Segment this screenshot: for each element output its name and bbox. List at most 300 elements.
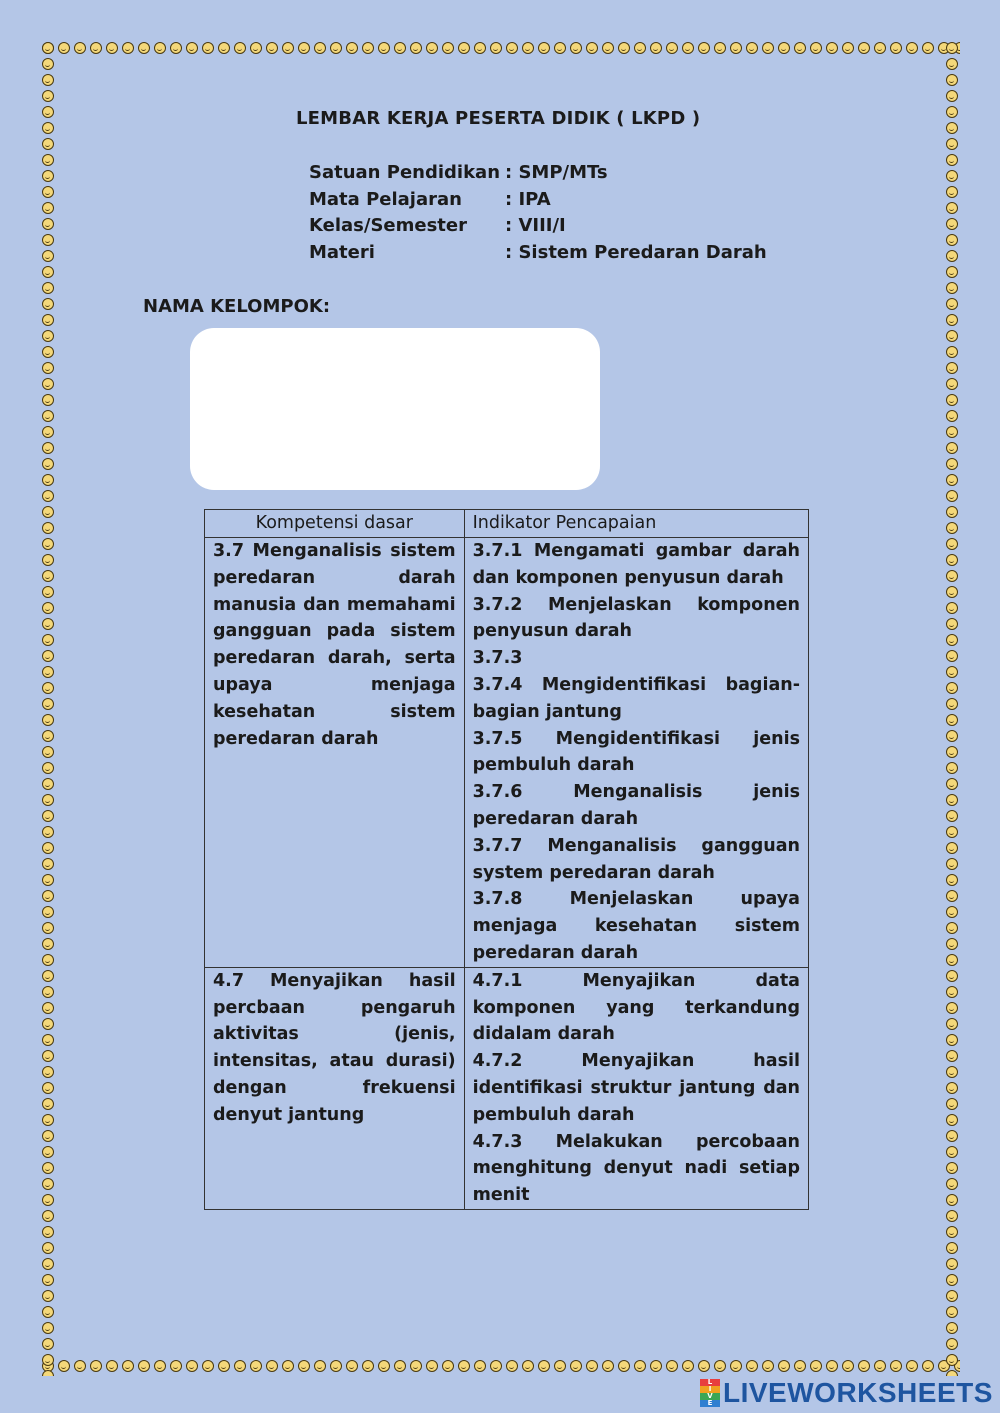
smiley-icon	[410, 42, 422, 54]
smiley-icon	[90, 1360, 102, 1372]
smiley-icon	[42, 522, 54, 534]
indicator-item: 4.7.2 Menyajikan hasil identifikasi struktur jantung dan pembuluh darah	[472, 1051, 800, 1125]
smiley-icon	[554, 1360, 566, 1372]
smiley-icon	[946, 938, 958, 950]
smiley-icon	[946, 298, 958, 310]
smiley-icon	[946, 186, 958, 198]
smiley-icon	[666, 42, 678, 54]
smiley-icon	[218, 1360, 230, 1372]
smiley-icon	[42, 938, 54, 950]
smiley-icon	[946, 106, 958, 118]
smiley-icon	[602, 42, 614, 54]
smiley-icon	[618, 1360, 630, 1372]
decorative-border-top	[40, 40, 960, 56]
smiley-icon	[946, 570, 958, 582]
smiley-icon	[42, 730, 54, 742]
smiley-icon	[42, 986, 54, 998]
smiley-icon	[522, 42, 534, 54]
smiley-icon	[946, 1018, 958, 1030]
smiley-icon	[314, 1360, 326, 1372]
smiley-icon	[42, 698, 54, 710]
smiley-icon	[698, 1360, 710, 1372]
smiley-icon	[42, 874, 54, 886]
smiley-icon	[42, 618, 54, 630]
smiley-icon	[858, 42, 870, 54]
smiley-icon	[362, 42, 374, 54]
smiley-icon	[42, 858, 54, 870]
smiley-icon	[330, 42, 342, 54]
smiley-icon	[42, 1322, 54, 1334]
kd-cell: 4.7 Menyajikan hasil percbaan pengaruh aktivitas (jenis, intensitas, atau durasi) dengan frekuensi denyut jantung	[205, 967, 465, 1209]
smiley-icon	[946, 170, 958, 182]
smiley-icon	[410, 1360, 422, 1372]
smiley-icon	[170, 1360, 182, 1372]
smiley-icon	[426, 42, 438, 54]
smiley-icon	[842, 1360, 854, 1372]
smiley-icon	[442, 1360, 454, 1372]
smiley-icon	[42, 1178, 54, 1190]
smiley-icon	[42, 970, 54, 982]
smiley-icon	[474, 42, 486, 54]
smiley-icon	[946, 474, 958, 486]
smiley-icon	[42, 842, 54, 854]
smiley-icon	[538, 42, 550, 54]
smiley-icon	[394, 1360, 406, 1372]
meta-row	[309, 160, 767, 187]
smiley-icon	[946, 778, 958, 790]
smiley-icon	[946, 522, 958, 534]
smiley-icon	[42, 58, 54, 70]
smiley-icon	[138, 42, 150, 54]
smiley-icon	[946, 1274, 958, 1286]
meta-value: : SMP/MTs	[505, 162, 608, 183]
smiley-icon	[202, 42, 214, 54]
smiley-icon	[946, 1066, 958, 1078]
smiley-icon	[586, 1360, 598, 1372]
smiley-icon	[730, 1360, 742, 1372]
smiley-icon	[298, 42, 310, 54]
table-row	[205, 538, 809, 968]
meta-value: : Sistem Peredaran Darah	[505, 242, 767, 264]
meta-label: Kelas/Semester	[309, 215, 467, 237]
smiley-icon	[906, 42, 918, 54]
smiley-icon	[682, 42, 694, 54]
smiley-icon	[946, 986, 958, 998]
smiley-icon	[42, 1370, 54, 1376]
smiley-icon	[42, 1114, 54, 1126]
smiley-icon	[42, 106, 54, 118]
smiley-icon	[906, 1360, 918, 1372]
smiley-icon	[362, 1360, 374, 1372]
smiley-icon	[266, 42, 278, 54]
smiley-icon	[810, 1360, 822, 1372]
smiley-icon	[946, 1194, 958, 1206]
smiley-icon	[946, 842, 958, 854]
meta-row	[309, 213, 767, 240]
indicator-cell	[464, 538, 808, 968]
smiley-icon	[42, 554, 54, 566]
smiley-icon	[842, 42, 854, 54]
smiley-icon	[946, 234, 958, 246]
smiley-icon	[946, 698, 958, 710]
smiley-icon	[42, 586, 54, 598]
meta-value: : VIII/I	[505, 215, 566, 237]
smiley-icon	[42, 186, 54, 198]
smiley-icon	[90, 42, 102, 54]
smiley-icon	[266, 1360, 278, 1372]
smiley-icon	[490, 42, 502, 54]
smiley-icon	[946, 1130, 958, 1142]
badge-letter: V	[700, 1393, 720, 1400]
smiley-icon	[946, 970, 958, 982]
smiley-icon	[330, 1360, 342, 1372]
smiley-icon	[634, 1360, 646, 1372]
smiley-icon	[826, 1360, 838, 1372]
smiley-icon	[42, 282, 54, 294]
smiley-icon	[42, 506, 54, 518]
meta-label: Mata Pelajaran	[309, 188, 462, 210]
smiley-icon	[42, 1146, 54, 1158]
smiley-icon	[42, 42, 54, 54]
smiley-icon	[946, 1226, 958, 1238]
smiley-icon	[42, 1210, 54, 1222]
smiley-icon	[946, 794, 958, 806]
smiley-icon	[946, 1258, 958, 1270]
smiley-icon	[946, 410, 958, 422]
smiley-icon	[138, 1360, 150, 1372]
smiley-icon	[58, 42, 70, 54]
smiley-icon	[42, 442, 54, 454]
smiley-icon	[946, 90, 958, 102]
smiley-icon	[946, 314, 958, 326]
smiley-icon	[522, 1360, 534, 1372]
smiley-icon	[314, 42, 326, 54]
smiley-icon	[42, 362, 54, 374]
smiley-icon	[42, 426, 54, 438]
smiley-icon	[474, 1360, 486, 1372]
smiley-icon	[778, 1360, 790, 1372]
smiley-icon	[42, 1306, 54, 1318]
smiley-icon	[946, 762, 958, 774]
smiley-icon	[946, 154, 958, 166]
smiley-icon	[42, 954, 54, 966]
smiley-icon	[946, 746, 958, 758]
smiley-icon	[946, 250, 958, 262]
liveworksheets-logo[interactable]	[700, 1378, 993, 1408]
smiley-icon	[42, 1354, 54, 1366]
smiley-icon	[946, 1162, 958, 1174]
badge-letter: E	[700, 1400, 720, 1407]
smiley-icon	[42, 170, 54, 182]
smiley-icon	[490, 1360, 502, 1372]
smiley-icon	[570, 42, 582, 54]
live-badge-icon	[700, 1379, 720, 1407]
smiley-icon	[946, 346, 958, 358]
smiley-icon	[946, 394, 958, 406]
smiley-icon	[946, 1354, 958, 1366]
badge-letter: L	[700, 1379, 720, 1386]
smiley-icon	[458, 42, 470, 54]
smiley-icon	[634, 42, 646, 54]
smiley-icon	[122, 42, 134, 54]
smiley-icon	[442, 42, 454, 54]
smiley-icon	[874, 1360, 886, 1372]
smiley-icon	[250, 1360, 262, 1372]
smiley-icon	[946, 1050, 958, 1062]
page-title: LEMBAR KERJA PESERTA DIDIK ( LKPD )	[296, 108, 701, 129]
smiley-icon	[122, 1360, 134, 1372]
smiley-icon	[42, 250, 54, 262]
smiley-icon	[42, 202, 54, 214]
smiley-icon	[42, 666, 54, 678]
smiley-icon	[946, 202, 958, 214]
smiley-icon	[42, 634, 54, 646]
smiley-icon	[946, 634, 958, 646]
indicator-item: 3.7.7 Menganalisis gangguan system peredaran darah	[472, 835, 800, 883]
smiley-icon	[42, 602, 54, 614]
smiley-icon	[42, 1290, 54, 1302]
smiley-icon	[154, 42, 166, 54]
smiley-icon	[946, 954, 958, 966]
smiley-icon	[946, 1290, 958, 1302]
smiley-icon	[42, 298, 54, 310]
smiley-icon	[298, 1360, 310, 1372]
group-name-input[interactable]	[190, 328, 600, 490]
smiley-icon	[794, 1360, 806, 1372]
smiley-icon	[946, 858, 958, 870]
smiley-icon	[946, 666, 958, 678]
smiley-icon	[42, 778, 54, 790]
smiley-icon	[42, 762, 54, 774]
smiley-icon	[506, 42, 518, 54]
smiley-icon	[170, 42, 182, 54]
smiley-icon	[946, 618, 958, 630]
indicator-item: 3.7.3	[472, 648, 523, 669]
smiley-icon	[946, 442, 958, 454]
table-header-row	[205, 510, 809, 538]
smiley-icon	[890, 42, 902, 54]
smiley-icon	[946, 1370, 958, 1376]
smiley-icon	[106, 1360, 118, 1372]
smiley-icon	[554, 42, 566, 54]
smiley-icon	[42, 1098, 54, 1110]
smiley-icon	[282, 42, 294, 54]
smiley-icon	[874, 42, 886, 54]
smiley-icon	[42, 458, 54, 470]
meta-info	[309, 160, 767, 267]
smiley-icon	[778, 42, 790, 54]
smiley-icon	[202, 1360, 214, 1372]
smiley-icon	[714, 42, 726, 54]
smiley-icon	[746, 1360, 758, 1372]
smiley-icon	[186, 1360, 198, 1372]
indicator-item: 3.7.5 Mengidentifikasi jenis pembuluh darah	[472, 728, 800, 776]
smiley-icon	[946, 1322, 958, 1334]
competency-table	[204, 509, 809, 1210]
smiley-icon	[106, 42, 118, 54]
smiley-icon	[42, 234, 54, 246]
smiley-icon	[946, 1034, 958, 1046]
smiley-icon	[346, 42, 358, 54]
smiley-icon	[250, 42, 262, 54]
smiley-icon	[922, 1360, 934, 1372]
smiley-icon	[946, 538, 958, 550]
smiley-icon	[570, 1360, 582, 1372]
smiley-icon	[378, 1360, 390, 1372]
smiley-icon	[42, 826, 54, 838]
smiley-icon	[42, 1242, 54, 1254]
smiley-icon	[42, 410, 54, 422]
smiley-icon	[42, 154, 54, 166]
smiley-icon	[42, 394, 54, 406]
smiley-icon	[946, 922, 958, 934]
smiley-icon	[946, 602, 958, 614]
smiley-icon	[946, 426, 958, 438]
indicator-item: 3.7.4 Mengidentifikasi bagian-bagian jantung	[472, 674, 800, 722]
smiley-icon	[42, 266, 54, 278]
smiley-icon	[946, 58, 958, 70]
smiley-icon	[42, 138, 54, 150]
smiley-icon	[74, 42, 86, 54]
smiley-icon	[218, 42, 230, 54]
smiley-icon	[946, 378, 958, 390]
smiley-icon	[42, 314, 54, 326]
smiley-icon	[946, 218, 958, 230]
smiley-icon	[74, 1360, 86, 1372]
smiley-icon	[42, 890, 54, 902]
smiley-icon	[378, 42, 390, 54]
smiley-icon	[762, 1360, 774, 1372]
smiley-icon	[946, 122, 958, 134]
smiley-icon	[42, 922, 54, 934]
smiley-icon	[506, 1360, 518, 1372]
meta-label: Satuan Pendidikan	[309, 162, 501, 183]
group-name-label: NAMA KELOMPOK:	[143, 296, 331, 317]
indicator-item: 3.7.2 Menjelaskan komponen penyusun darah	[472, 594, 800, 642]
smiley-icon	[946, 874, 958, 886]
meta-row	[309, 240, 767, 267]
smiley-icon	[234, 1360, 246, 1372]
smiley-icon	[946, 1082, 958, 1094]
smiley-icon	[946, 1098, 958, 1110]
smiley-icon	[42, 490, 54, 502]
smiley-icon	[946, 1178, 958, 1190]
indicator-item: 3.7.6 Menganalisis jenis peredaran darah	[472, 782, 800, 829]
smiley-icon	[946, 282, 958, 294]
meta-label: Materi	[309, 242, 375, 264]
smiley-icon	[826, 42, 838, 54]
indicator-item: 3.7.1 Mengamati gambar darah dan komponen penyusun darah	[472, 541, 800, 588]
smiley-icon	[946, 1002, 958, 1014]
smiley-icon	[946, 906, 958, 918]
smiley-icon	[946, 74, 958, 86]
smiley-icon	[946, 458, 958, 470]
smiley-icon	[698, 42, 710, 54]
smiley-icon	[234, 42, 246, 54]
smiley-icon	[42, 746, 54, 758]
smiley-icon	[602, 1360, 614, 1372]
smiley-icon	[946, 266, 958, 278]
smiley-icon	[946, 586, 958, 598]
smiley-icon	[58, 1360, 70, 1372]
indicator-item: 4.7.3 Melakukan percobaan menghitung denyut nadi setiap menit	[472, 1131, 800, 1206]
badge-letter: I	[700, 1386, 720, 1393]
smiley-icon	[42, 330, 54, 342]
smiley-icon	[946, 1210, 958, 1222]
smiley-icon	[42, 1338, 54, 1350]
kd-cell: 3.7 Menganalisis sistem peredaran darah manusia dan memahami gangguan pada sistem peredaran darah, serta upaya menjaga kesehatan sistem peredaran darah	[205, 538, 465, 968]
smiley-icon	[650, 42, 662, 54]
smiley-icon	[42, 538, 54, 550]
smiley-icon	[42, 650, 54, 662]
smiley-icon	[946, 554, 958, 566]
smiley-icon	[42, 1018, 54, 1030]
smiley-icon	[762, 42, 774, 54]
smiley-icon	[586, 42, 598, 54]
smiley-icon	[42, 1274, 54, 1286]
smiley-icon	[946, 490, 958, 502]
smiley-icon	[42, 218, 54, 230]
smiley-icon	[42, 122, 54, 134]
smiley-icon	[282, 1360, 294, 1372]
smiley-icon	[946, 650, 958, 662]
smiley-icon	[946, 506, 958, 518]
smiley-icon	[154, 1360, 166, 1372]
smiley-icon	[682, 1360, 694, 1372]
decorative-border-right	[944, 40, 960, 1376]
smiley-icon	[946, 714, 958, 726]
smiley-icon	[42, 1194, 54, 1206]
smiley-icon	[890, 1360, 902, 1372]
meta-value: : IPA	[505, 188, 551, 210]
smiley-icon	[42, 474, 54, 486]
smiley-icon	[946, 890, 958, 902]
smiley-icon	[946, 1242, 958, 1254]
smiley-icon	[946, 138, 958, 150]
smiley-icon	[42, 810, 54, 822]
smiley-icon	[42, 74, 54, 86]
smiley-icon	[42, 714, 54, 726]
smiley-icon	[42, 1050, 54, 1062]
smiley-icon	[946, 362, 958, 374]
smiley-icon	[946, 1306, 958, 1318]
smiley-icon	[186, 42, 198, 54]
smiley-icon	[42, 1002, 54, 1014]
smiley-icon	[458, 1360, 470, 1372]
smiley-icon	[42, 346, 54, 358]
smiley-icon	[714, 1360, 726, 1372]
smiley-icon	[946, 330, 958, 342]
smiley-icon	[650, 1360, 662, 1372]
column-header-kompetensi: Kompetensi dasar	[205, 510, 465, 538]
smiley-icon	[42, 682, 54, 694]
smiley-icon	[42, 1162, 54, 1174]
smiley-icon	[810, 42, 822, 54]
smiley-icon	[746, 42, 758, 54]
smiley-icon	[666, 1360, 678, 1372]
smiley-icon	[42, 1226, 54, 1238]
smiley-icon	[42, 1082, 54, 1094]
table-row	[205, 967, 809, 1209]
smiley-icon	[42, 378, 54, 390]
brand-text: LIVEWORKSHEETS	[723, 1377, 993, 1408]
smiley-icon	[946, 682, 958, 694]
decorative-border-left	[40, 40, 56, 1376]
smiley-icon	[946, 826, 958, 838]
smiley-icon	[346, 1360, 358, 1372]
meta-row	[309, 187, 767, 214]
smiley-icon	[42, 570, 54, 582]
